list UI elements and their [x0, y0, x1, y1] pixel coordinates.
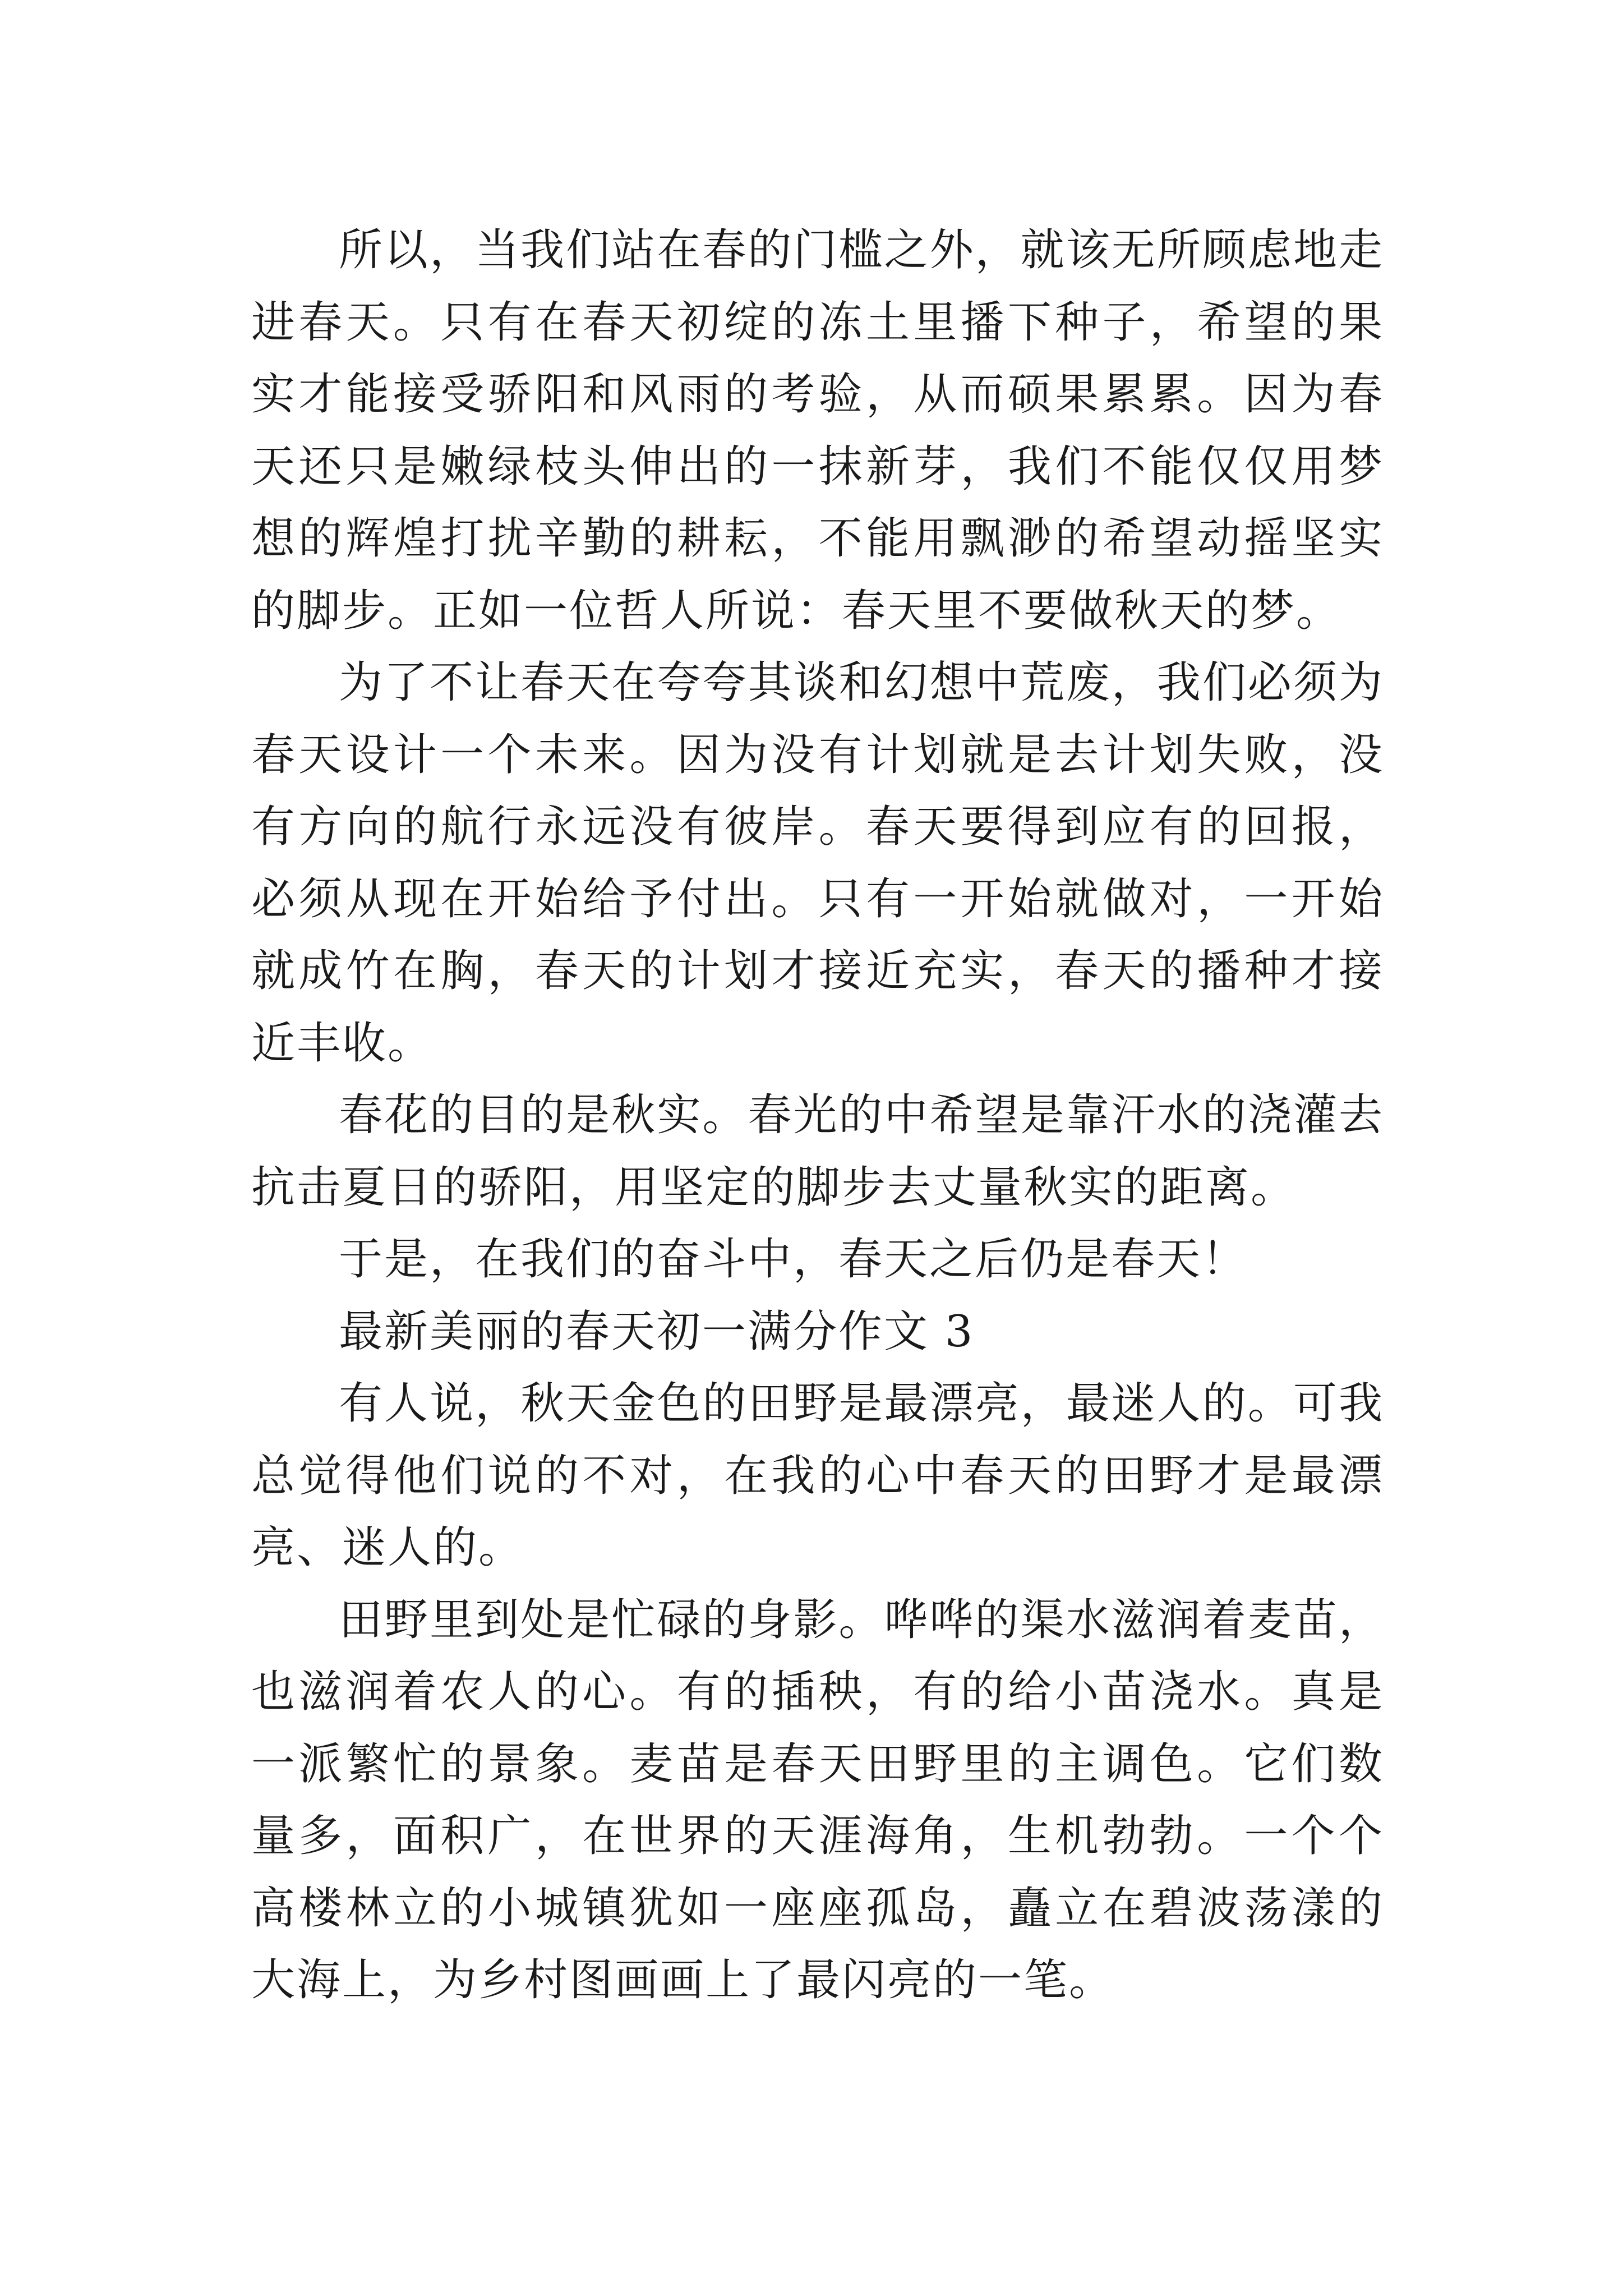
paragraph: 所以，当我们站在春的门槛之外，就该无所顾虑地走进春天。只有在春天初绽的冻土里播下种子，希望的果实才能接受骄阳和风雨的考验，从而硕果累累。因为春天还只是嫩绿枝头伸出的一抹新芽，我们不能仅仅用梦想的辉煌打扰辛勤的耕耘，不能用飘渺的希望动摇坚实的脚步。正如一位哲人所说：春天里不要做秋天的梦。 — [251, 225, 1384, 636]
paragraph: 春花的目的是秋实。春光的中希望是靠汗水的浇灌去抗击夏日的骄阳，用坚定的脚步去丈量秋实的距离。 — [251, 1090, 1384, 1213]
paragraph: 为了不让春天在夸夸其谈和幻想中荒废，我们必须为春天设计一个未来。因为没有计划就是去计划失败，没有方向的航行永远没有彼岸。春天要得到应有的回报，必须从现在开始给予付出。只有一开始就做对，一开始就成竹在胸，春天的计划才接近充实，春天的播种才接近丰收。 — [251, 657, 1384, 1069]
section-heading: 最新美丽的春天初一满分作文 3 — [339, 1306, 975, 1357]
paragraph: 田野里到处是忙碌的身影。哗哗的渠水滋润着麦苗，也滋润着农人的心。有的插秧，有的给小苗浇水。真是一派繁忙的景象。麦苗是春天田野里的主调色。它们数量多，面积广，在世界的天涯海角，生机勃勃。一个个高楼林立的小城镇犹如一座座孤岛，矗立在碧波荡漾的大海上，为乡村图画画上了最闪亮的一笔。 — [251, 1594, 1384, 2005]
document-body — [251, 214, 1384, 2017]
paragraph: 于是，在我们的奋斗中，春天之后仍是春天！ — [339, 1234, 1248, 1285]
paragraph: 有人说，秋天金色的田野是最漂亮，最迷人的。可我总觉得他们说的不对，在我的心中春天的田野才是最漂亮、迷人的。 — [251, 1378, 1384, 1573]
